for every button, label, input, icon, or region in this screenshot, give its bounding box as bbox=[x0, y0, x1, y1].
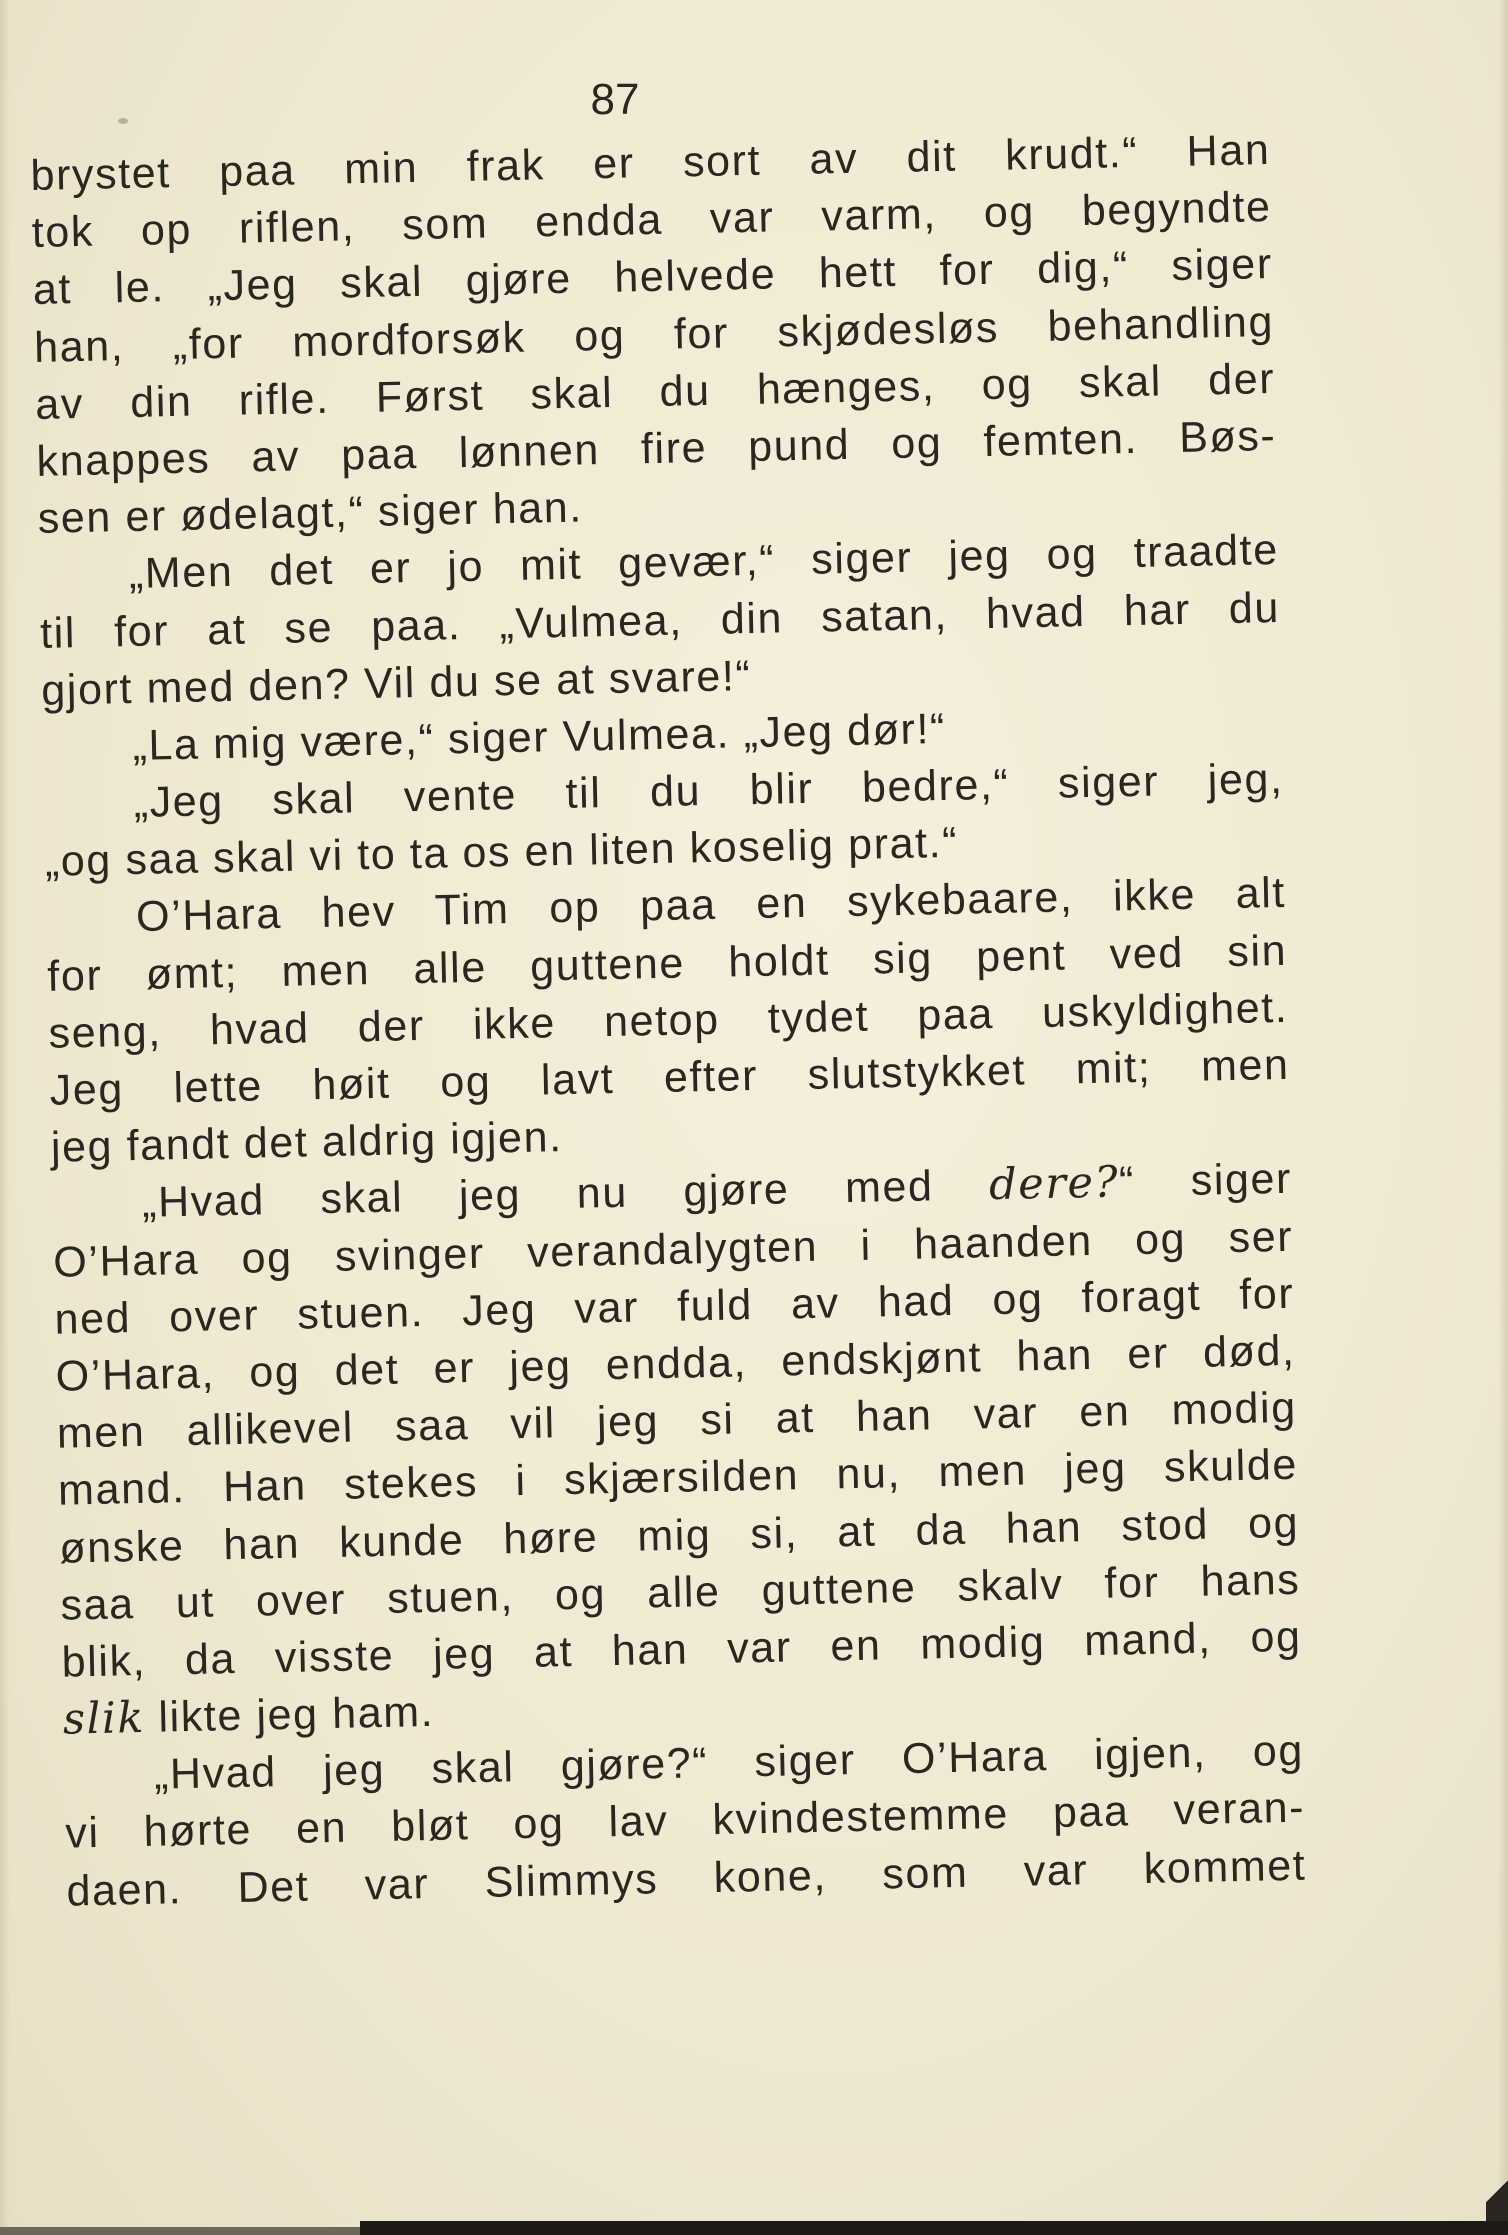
text-line: gjort med den? Vil du se at svare!“ bbox=[40, 651, 752, 715]
text-line: ønske han kunde høre mig si, at da han stod og bbox=[58, 1498, 1300, 1573]
text-line: saa ut over stuen, og alle guttene skalv for hans bbox=[60, 1555, 1301, 1630]
text-line: O’Hara, og det er jeg endda, endskjønt han er død, bbox=[55, 1326, 1296, 1401]
scan-bottom-border bbox=[360, 2221, 1508, 2235]
text-line: at le. „Jeg skal gjøre helvede hett for dig,“ siger bbox=[32, 240, 1274, 315]
page-right-edge bbox=[1498, 0, 1508, 2235]
text-line: vi hørte en bløt og lav kvindestemme paa veran- bbox=[64, 1784, 1306, 1859]
text-line: mand. Han stekes i skjærsilden nu, men jeg skulde bbox=[57, 1441, 1299, 1516]
text-line: sen er ødelagt,“ siger han. bbox=[37, 483, 584, 544]
italic-word: dere? bbox=[988, 1157, 1120, 1211]
text-line: knappes av paa lønnen fire pund og femten. Bøs- bbox=[36, 411, 1277, 486]
text-line: O’Hara hev Tim op paa en sykebaare, ikke alt bbox=[135, 869, 1287, 942]
text-line: „La mig være,“ siger Vulmea. „Jeg dør!“ bbox=[132, 704, 947, 770]
text-line: av din rifle. Først skal du hænges, og skal der bbox=[34, 354, 1276, 429]
text-line: ned over stuen. Jeg var fuld av had og foragt for bbox=[54, 1269, 1295, 1344]
text-line: han, „for mordforsøk og for skjødesløs behandling bbox=[33, 297, 1275, 372]
text-fragment: likte jeg ham. bbox=[144, 1687, 435, 1742]
text-line: til for at se paa. „Vulmea, din satan, hvad har du bbox=[39, 583, 1281, 658]
text-line: blik, da visste jeg at han var en modig mand, og bbox=[61, 1612, 1302, 1687]
text-line: men allikevel saa vil jeg si at han var en modig bbox=[56, 1383, 1298, 1458]
page-number: 87 bbox=[590, 75, 640, 124]
text-line: seng, hvad der ikke netop tydet paa uskyldighet. bbox=[48, 983, 1289, 1058]
text-line: „Jeg skal vente til du blir bedre,“ siger jeg, bbox=[133, 754, 1284, 828]
text-line: jeg fandt det aldrig igjen. bbox=[50, 1113, 564, 1172]
page-corner-shadow bbox=[1486, 2161, 1508, 2221]
text-line: for ømt; men alle guttene holdt sig pent ved sin bbox=[46, 926, 1288, 1001]
text-line: Jeg lette høit og lavt efter slutstykket mit; men bbox=[49, 1040, 1290, 1115]
body-text bbox=[30, 122, 1307, 1920]
text-line: daen. Det var Slimmys kone, som var kommet bbox=[66, 1841, 1307, 1916]
text-line: „Hvad jeg skal gjøre?“ siger O’Hara igjen, og bbox=[153, 1726, 1305, 1800]
text-fragment: “ siger bbox=[1118, 1155, 1293, 1207]
text-line: tok op riflen, som endda var varm, og begyndte bbox=[31, 183, 1273, 258]
text-line: brystet paa min frak er sort av dit krudt.“ Han bbox=[30, 126, 1271, 200]
page-left-edge bbox=[0, 0, 10, 2235]
text-line: „og saa skal vi to ta os en liten koselig prat.“ bbox=[44, 818, 959, 887]
text-line: O’Hara og svinger verandalygten i haanden og ser bbox=[52, 1212, 1294, 1287]
text-line: „Men det er jo mit gevær,“ siger jeg og traadte bbox=[128, 526, 1280, 599]
italic-word: slik bbox=[62, 1693, 146, 1745]
scan-bottom-edge bbox=[0, 2227, 360, 2235]
text-fragment: „Hvad skal jeg nu gjøre med bbox=[141, 1161, 990, 1228]
